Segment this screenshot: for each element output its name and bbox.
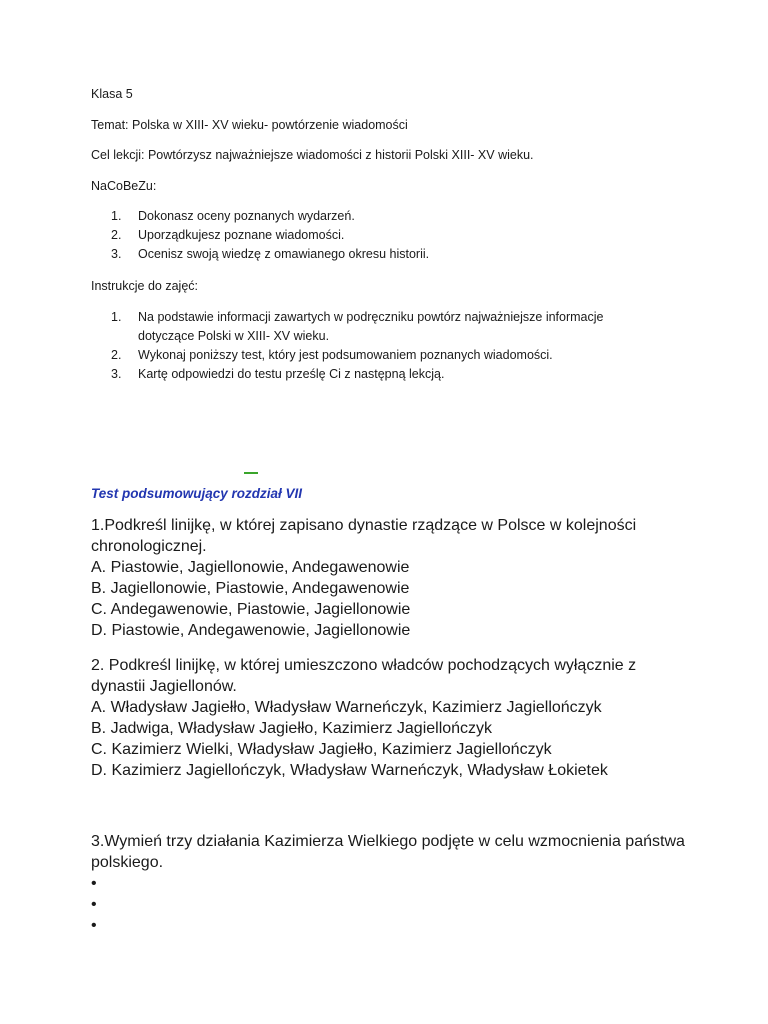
list-item-text: Wykonaj poniższy test, który jest podsumowaniem poznanych wiadomości.: [138, 348, 553, 362]
answer-option: A. Piastowie, Jagiellonowie, Andegawenowie: [91, 559, 410, 576]
question-2: [91, 655, 691, 781]
list-item-number: 2.: [111, 228, 122, 242]
test-title: Test podsumowujący rozdział VII: [91, 486, 303, 501]
answer-option: D. Piastowie, Andegawenowie, Jagiellonowie: [91, 622, 411, 639]
list-item-text: Ocenisz swoją wiedzę z omawianego okresu historii.: [138, 247, 430, 261]
list-item: [111, 365, 631, 384]
list-item: [111, 226, 671, 245]
list-item-number: 3.: [111, 367, 122, 381]
list-item-text: Na podstawie informacji zawartych w podręczniku powtórz najważniejsze informacje dotyczące Polski w XIII- XV wieku.: [138, 310, 604, 343]
answer-option: A. Władysław Jagiełło, Władysław Warneńczyk, Kazimierz Jagiellończyk: [91, 699, 602, 716]
answer-option: C. Andegawenowie, Piastowie, Jagiellonowie: [91, 601, 411, 618]
answer-bullet: •: [91, 896, 97, 913]
answer-option: B. Jagiellonowie, Piastowie, Andegawenowie: [91, 580, 410, 597]
question-1: [91, 515, 691, 641]
list-item-number: 1.: [111, 209, 122, 223]
instructions-list: [111, 308, 631, 384]
answer-bullet: •: [91, 917, 97, 934]
lesson-goal: Cel lekcji: Powtórzysz najważniejsze wiadomości z historii Polski XIII- XV wieku.: [91, 148, 534, 162]
list-item: [111, 245, 671, 264]
nacobezu-label: NaCoBeZu:: [91, 179, 157, 193]
nacobezu-list: [111, 207, 671, 264]
instructions-label: Instrukcje do zajęć:: [91, 279, 198, 293]
answer-option: C. Kazimierz Wielki, Władysław Jagiełło, Kazimierz Jagiellończyk: [91, 741, 552, 758]
answer-bullet: •: [91, 875, 97, 892]
question-3: [91, 831, 691, 873]
list-item-number: 2.: [111, 348, 122, 362]
class-label: Klasa 5: [91, 87, 133, 101]
list-item-text: Kartę odpowiedzi do testu prześlę Ci z następną lekcją.: [138, 367, 445, 381]
list-item-number: 3.: [111, 247, 122, 261]
answer-option: D. Kazimierz Jagiellończyk, Władysław Warneńczyk, Władysław Łokietek: [91, 762, 608, 779]
lesson-topic: Temat: Polska w XIII- XV wieku- powtórzenie wiadomości: [91, 118, 408, 132]
list-item-text: Uporządkujesz poznane wiadomości.: [138, 228, 345, 242]
list-item: [111, 308, 631, 346]
green-dash-mark: [244, 472, 258, 474]
list-item-text: Dokonasz oceny poznanych wydarzeń.: [138, 209, 355, 223]
list-item: [111, 346, 631, 365]
list-item: [111, 207, 671, 226]
list-item-number: 1.: [111, 310, 122, 324]
question-text: 2. Podkreśl linijkę, w której umieszczono władców pochodzących wyłącznie z dynastii Jagiellonów.: [91, 657, 637, 695]
question-text: 1.Podkreśl linijkę, w której zapisano dynastie rządzące w Polsce w kolejności chronologicznej.: [91, 517, 637, 555]
question-text: 3.Wymień trzy działania Kazimierza Wielkiego podjęte w celu wzmocnienia państwa polskiego.: [91, 833, 685, 871]
answer-option: B. Jadwiga, Władysław Jagiełło, Kazimierz Jagiellończyk: [91, 720, 493, 737]
